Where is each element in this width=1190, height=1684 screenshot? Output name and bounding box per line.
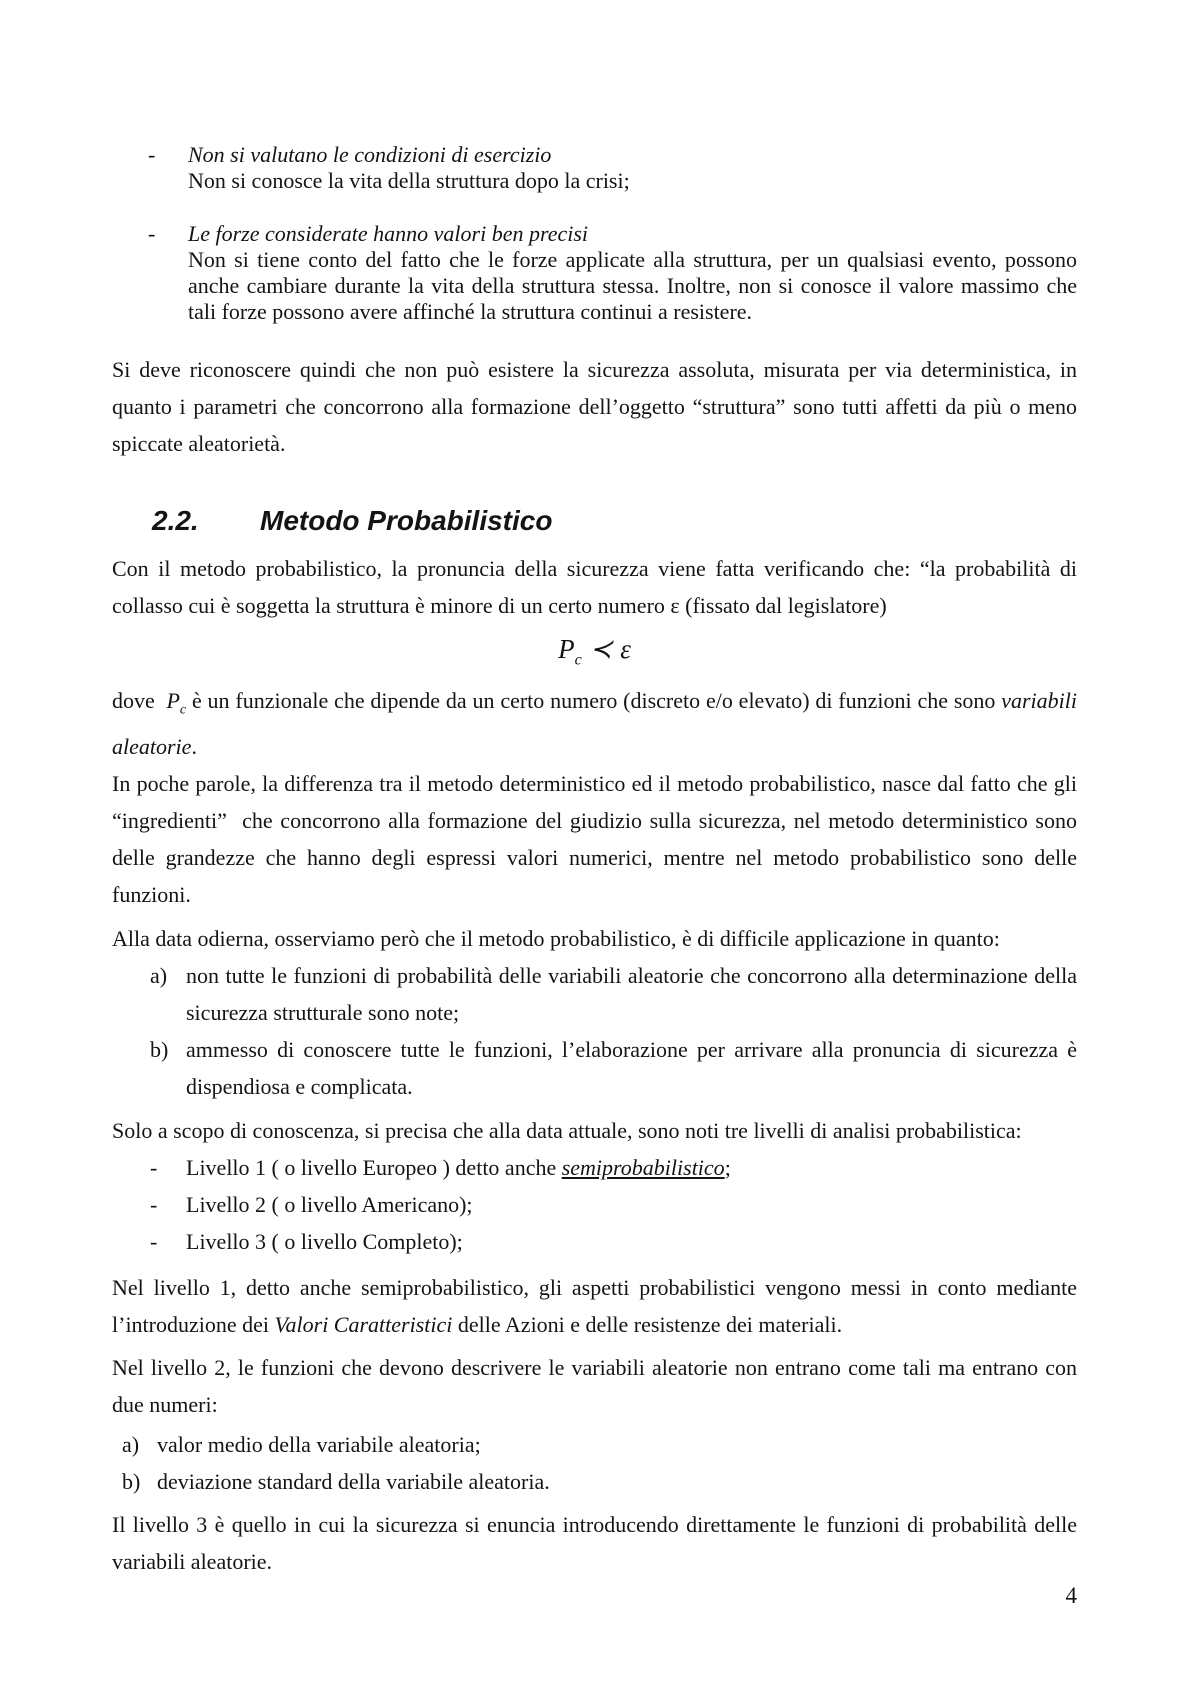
list-item-content (188, 142, 1077, 194)
paragraph-level3: Il livello 3 è quello in cui la sicurezza si enuncia introducendo direttamente le funzioni di probabilità delle variabili aleatorie. (112, 1512, 1077, 1575)
paragraph-level1 (112, 1269, 1077, 1343)
level-lead: Livello 2 ( o livello Americano); (186, 1192, 473, 1218)
dove-lead: dove (112, 688, 167, 713)
dove-mid: è un funzionale che dipende da un certo numero (discreto e/o elevato) di funzioni che sono (186, 688, 1002, 713)
list-item-text (186, 1186, 1077, 1223)
precedes-symbol: ≺ (589, 634, 613, 664)
list-item (112, 1463, 1077, 1500)
list-item (112, 142, 1077, 194)
list-item-text: ammesso di conoscere tutte le funzioni, l’elaborazione per arrivare alla pronuncia di sicurezza è dispendiosa e complicata. (186, 1037, 1077, 1100)
level-lead: Livello 3 ( o livello Completo); (186, 1229, 463, 1255)
list-item (112, 1031, 1077, 1105)
list-item (112, 221, 1077, 325)
letter-marker: b) (150, 1037, 169, 1063)
list-item (112, 1426, 1077, 1463)
list-item-body: Non si conosce la vita della struttura dopo la crisi; (188, 168, 630, 193)
list-item-text (186, 1223, 1077, 1260)
formula-subscript-c: c (574, 651, 582, 669)
dash-bullet: - (148, 221, 156, 246)
list-item-text: valor medio della variabile aleatoria; (157, 1432, 481, 1458)
letter-marker: a) (150, 963, 168, 989)
list-item (112, 1149, 1077, 1186)
inline-variable-P (166, 688, 187, 718)
letter-marker: a) (122, 1432, 140, 1458)
dash-bullet: - (150, 1229, 158, 1255)
list-item (112, 957, 1077, 1031)
paragraph-difference: In poche parole, la differenza tra il metodo deterministico ed il metodo probabilistico, nasce dal fatto che gli “ingredienti” che concorrono alla formazione del giudizio sulla sicurezza, nel metodo deterministico sono delle grandezze che hanno degli espressi valori numerici, mentre nel metodo probabilistico sono delle funzioni. (112, 771, 1077, 908)
level1-emphasis: Valori Caratteristici (274, 1312, 453, 1338)
level2-lettered-list (112, 1426, 1077, 1500)
levels-dash-list (112, 1149, 1077, 1260)
dash-bullet: - (148, 142, 156, 167)
issues-lettered-list (112, 957, 1077, 1105)
list-item-text: deviazione standard della variabile aleatoria. (157, 1469, 550, 1495)
list-item-body: Non si tiene conto del fatto che le forze applicate alla struttura, per un qualsiasi evento, possono anche cambiare durante la vita della struttura stessa. Inoltre, non si conosce il valore massimo che tali forze possono avere affinché la struttura continui a resistere. (188, 247, 1077, 324)
inline-variable-subscript: c (179, 702, 187, 718)
dash-bullet: - (150, 1155, 158, 1181)
list-item-content (188, 221, 1077, 325)
list-item (112, 1186, 1077, 1223)
list-item-title: Le forze considerate hanno valori ben precisi (188, 221, 589, 246)
paragraph-conclusion: Si deve riconoscere quindi che non può esistere la sicurezza assoluta, misurata per via deterministica, in quanto i parametri che concorrono alla formazione dell’oggetto “struttura” sono tutti affetti da più o meno spiccate aleatorietà. (112, 357, 1077, 456)
level1-lead: Nel livello 1, detto anche semiprobabilistico, gli aspetti probabilistici vengono messi in conto mediante l’introduzione dei (112, 1275, 1077, 1338)
paragraph-levels-intro: Solo a scopo di conoscenza, si precisa che alla data attuale, sono noti tre livelli di analisi probabilistica: (112, 1118, 1022, 1144)
section-number: 2.2. (152, 505, 199, 536)
section-heading (112, 504, 1077, 538)
letter-marker: b) (122, 1469, 141, 1495)
formula-variable-P: P (558, 634, 575, 664)
formula-epsilon: ε (620, 634, 631, 664)
list-item-text (186, 1149, 1077, 1186)
paragraph-today: Alla data odierna, osserviamo però che il metodo probabilistico, è di difficile applicazione in quanto: (112, 926, 1000, 952)
section-title: Metodo Probabilistico (260, 505, 553, 536)
dash-bullet: - (150, 1192, 158, 1218)
paragraph-dove (112, 682, 1077, 765)
page-number: 4 (1065, 1583, 1077, 1608)
level-tail: ; (724, 1155, 731, 1181)
list-item-text: non tutte le funzioni di probabilità delle variabili aleatorie che concorrono alla determinazione della sicurezza strutturale sono note; (186, 963, 1077, 1026)
level1-tail: delle Azioni e delle resistenze dei materiali. (452, 1312, 843, 1338)
paragraph-level2: Nel livello 2, le funzioni che devono descrivere le variabili aleatorie non entrano come tali ma entrano con due numeri: (112, 1355, 1077, 1418)
inline-variable-symbol: P (166, 688, 180, 713)
intro-dash-list (112, 142, 1077, 325)
paragraph-method-intro: Con il metodo probabilistico, la pronuncia della sicurezza viene fatta verificando che: “la probabilità di collasso cui è soggetta la struttura è minore di un certo numero ε (fissato dal legislatore) (112, 556, 1077, 618)
level-lead: Livello 1 ( o livello Europeo ) detto anche (186, 1155, 562, 1181)
formula-pc-epsilon (112, 626, 1077, 672)
list-item (112, 1223, 1077, 1260)
list-item-title: Non si valutano le condizioni di esercizio (188, 142, 552, 167)
dove-tail: . (191, 734, 197, 760)
level-emphasis-underlined: semiprobabilistico (561, 1155, 725, 1181)
dove-emphasis: variabili aleatorie (112, 688, 1077, 760)
